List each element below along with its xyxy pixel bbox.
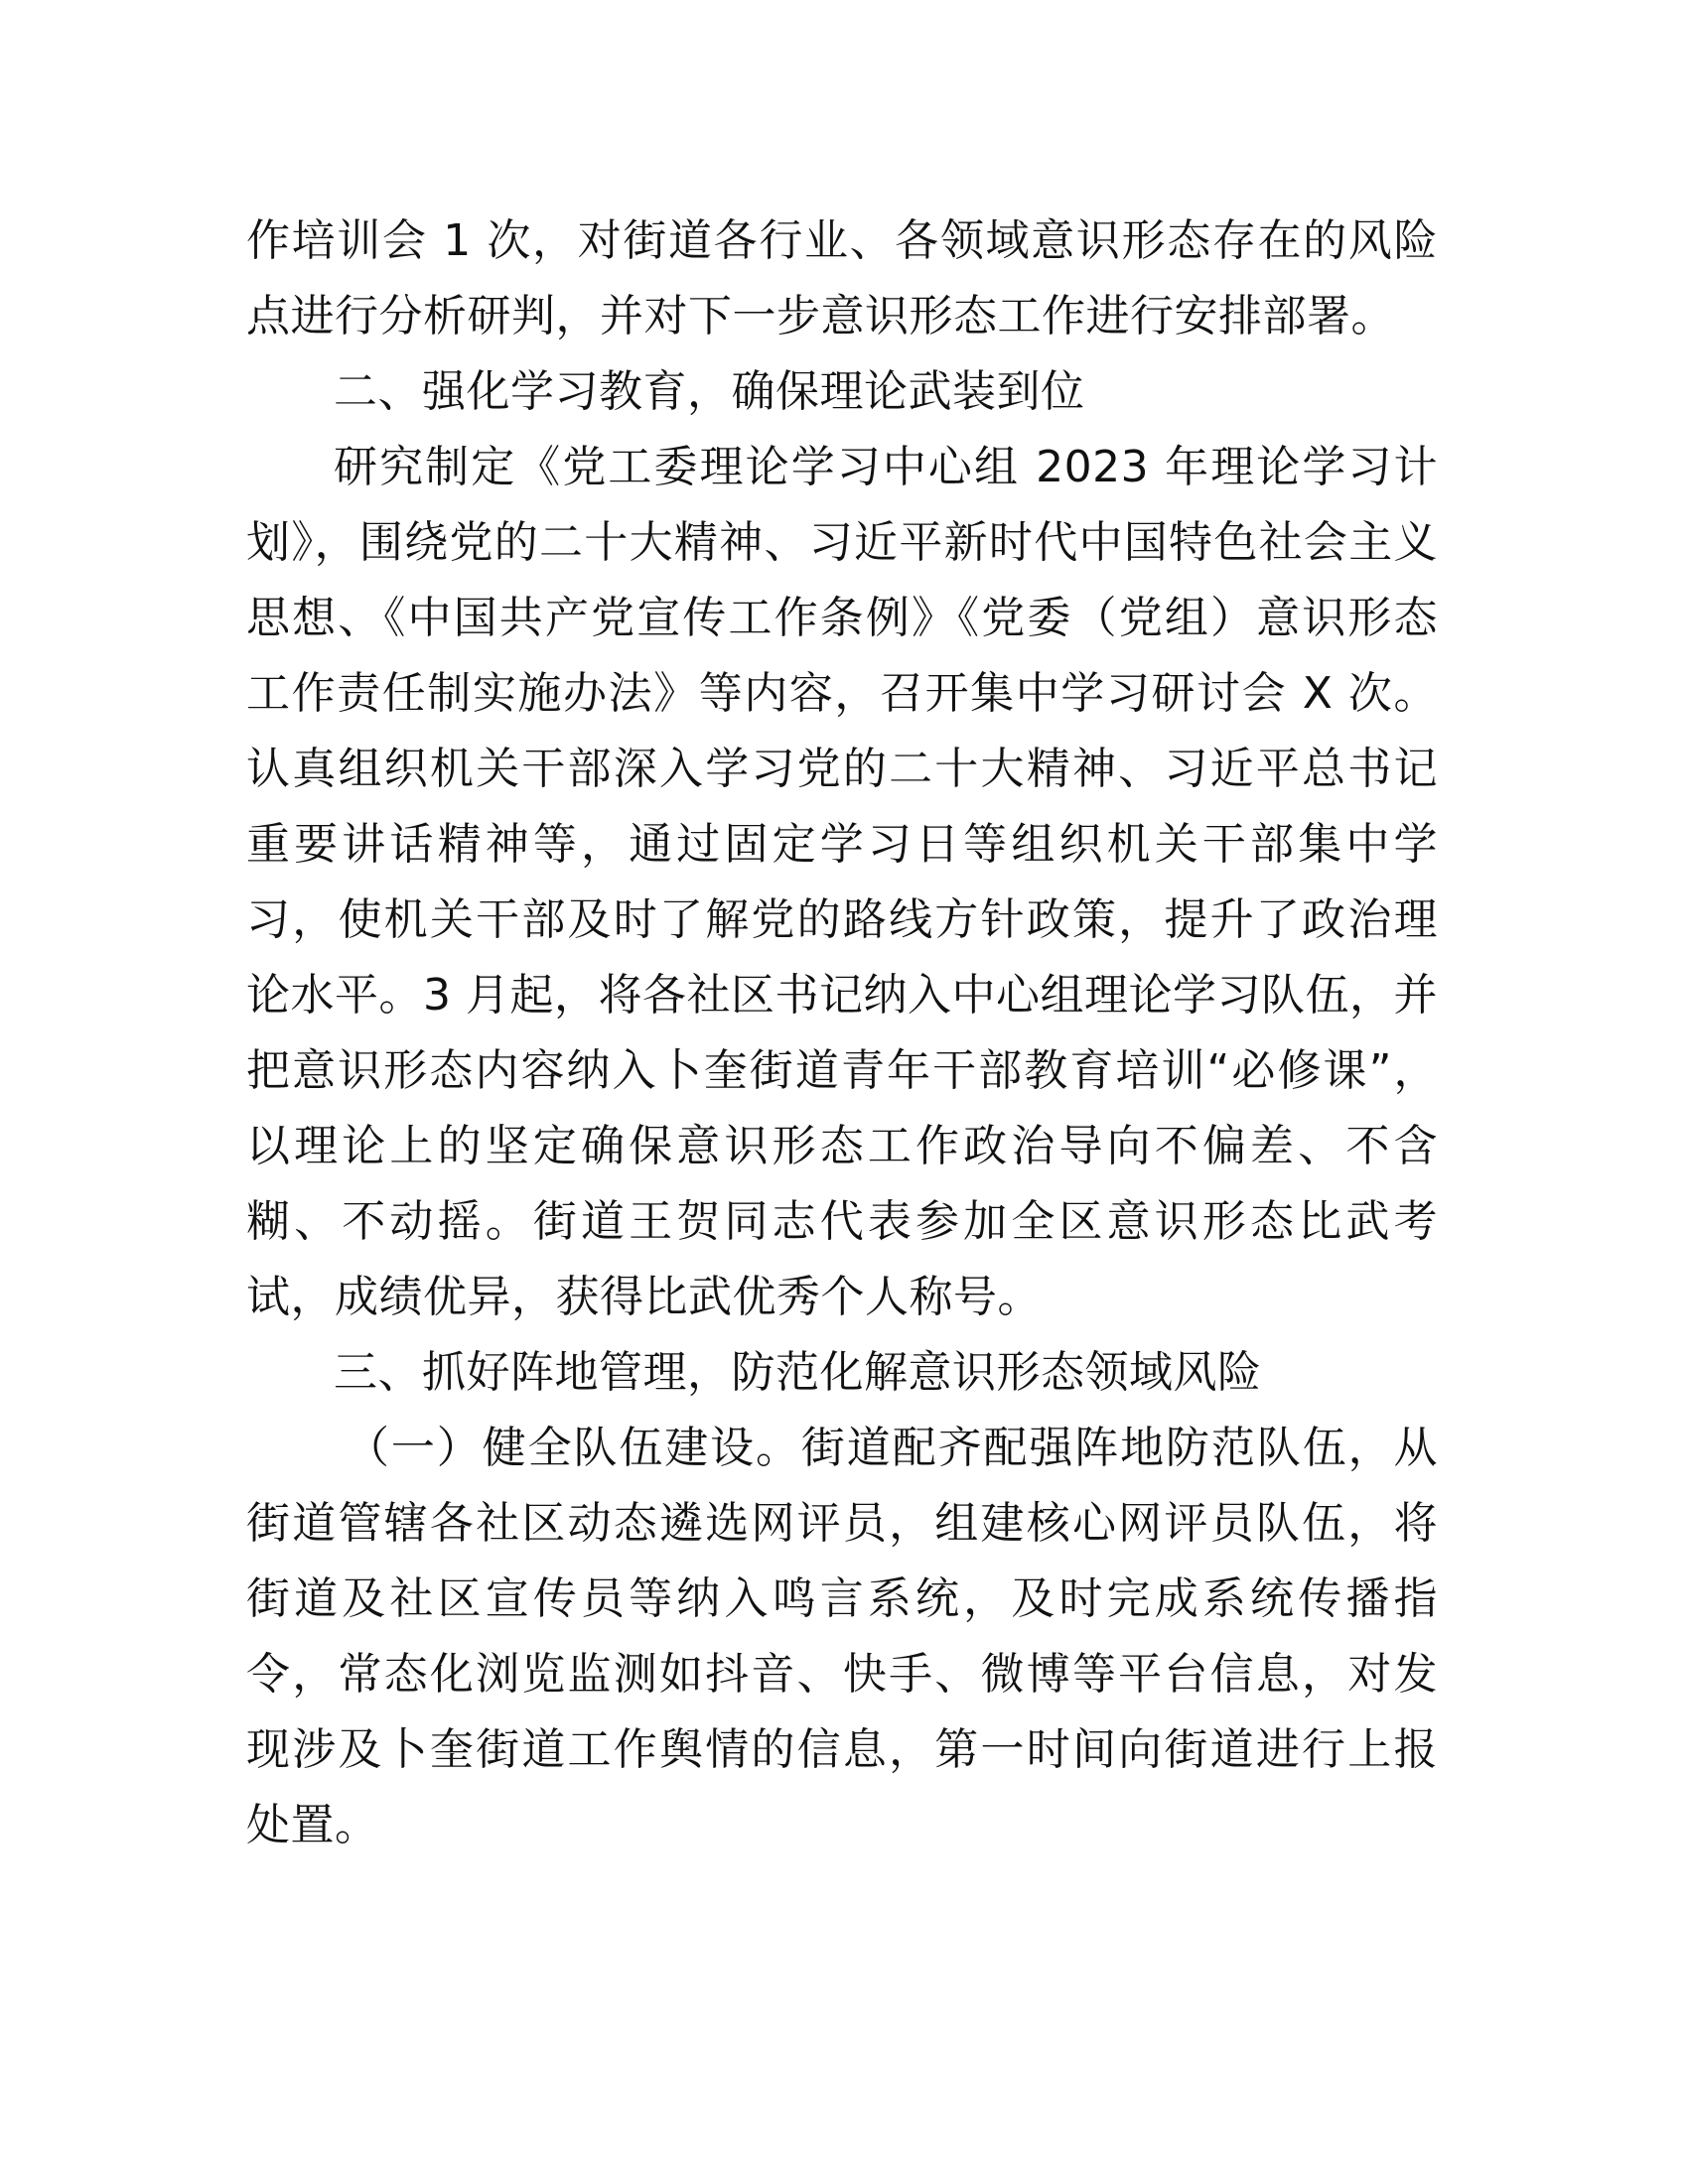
section-heading-3: 三、抓好阵地管理，防范化解意识形态领域风险 bbox=[334, 1347, 1262, 1398]
section-heading-2: 二、强化学习教育，确保理论武装到位 bbox=[334, 366, 1085, 417]
paragraph-team-building: （一）健全队伍建设。街道配齐配强阵地防范队伍，从街道管辖各社区动态遴选网评员，组建核心网评员队伍，将街道及社区宣传员等纳入鸣言系统，及时完成系统传播指令，常态化浏览监测如抖音、快手、微博等平台信息，对发现涉及卜奎街道工作舆情的信息，第一时间向街道进行上报处置。 bbox=[246, 1423, 1438, 1850]
document-body bbox=[246, 204, 1438, 1863]
paragraph-continuation: 作培训会 1 次，对街道各行业、各领域意识形态存在的风险点进行分析研判，并对下一步意识形态工作进行安排部署。 bbox=[246, 215, 1438, 341]
paragraph-study-plan: 研究制定《党工委理论学习中心组 2023 年理论学习计划》，围绕党的二十大精神、习近平新时代中国特色社会主义思想、《中国共产党宣传工作条例》《党委（党组）意识形态工作责任制实施办法》等内容，召开集中学习研讨会 X 次。认真组织机关干部深入学习党的二十大精神、习近平总书记重要讲话精神等，通过固定学习日等组织机关干部集中学习，使机关干部及时了解党的路线方针政策，提升了政治理论水平。3 月起，将各社区书记纳入中心组理论学习队伍，并把意识形态内容纳入卜奎街道青年干部教育培训“必修课”，以理论上的坚定确保意识形态工作政治导向不偏差、不含糊、不动摇。街道王贺同志代表参加全区意识形态比武考试，成绩优异，获得比武优秀个人称号。 bbox=[246, 442, 1438, 1322]
